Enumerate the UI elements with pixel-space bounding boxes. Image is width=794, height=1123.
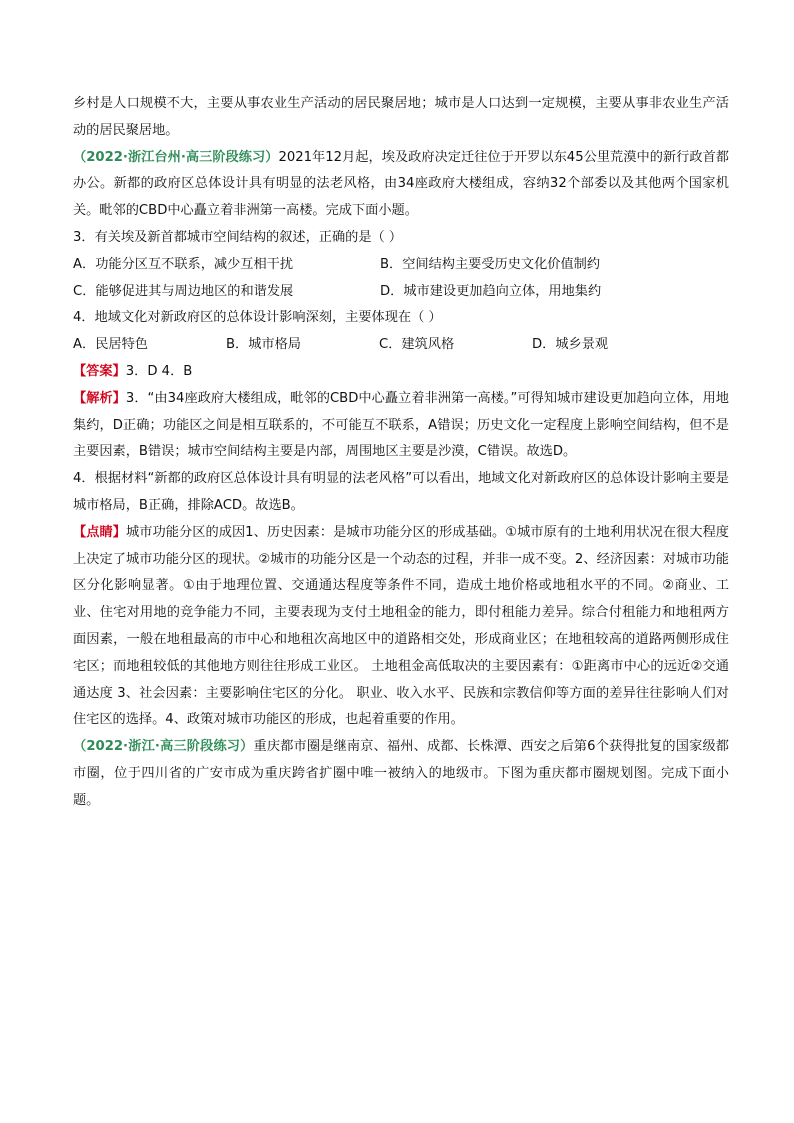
question-group-2-material xyxy=(73,734,729,814)
question-3-options-row-2 xyxy=(73,279,729,306)
tip-tag: 【点睛】 xyxy=(73,524,126,540)
option-3b: B．空间结构主要受历史文化价值制约 xyxy=(380,256,601,272)
analysis-tag: 【解析】 xyxy=(73,390,126,406)
intro-paragraph: 乡村是人口规模不大，主要从事农业生产活动的居民聚居地；城市是人口达到一定规模，主要从事非农业生产活动的居民聚居地。 xyxy=(73,96,729,138)
tip-text: 城市功能分区的成因1、历史因素：是城市功能分区的形成基础。①城市原有的土地利用状况在很大程度上决定了城市功能分区的现状。②城市的功能分区是一个动态的过程，并非一成不变。2、经济因素：对城市功能区分化影响显著。①由于地理位置、交通通达程度等条件不同，造成土地价格或地租水平的不同。②商业、工业、住宅对用地的竞争能力不同，主要表现为支付土地租金的能力，即付租能力差异。综合付租能力和地租两方面因素，一般在地租最高的市中心和地租次高地区中的道路相交处，形成商业区；在地租较高的道路两侧形成住宅区；而地租较低的其他地方则往往形成工业区。 土地租金高低取决的主要因素有：①距离市中心的远近②交通通达度 3、社会因素：主要影响住宅区的分化。 职业、收入水平、民族和宗教信仰等方面的差异往往影响人们对住宅区的选择。4、政策对城市功能区的形成，也起着重要的作用。 xyxy=(73,524,729,728)
question-4-options xyxy=(73,332,729,359)
answer-line xyxy=(73,359,729,386)
option-4a: A．民居特色 xyxy=(73,337,148,353)
option-3a: A．功能分区互不联系，减少互相干扰 xyxy=(73,256,294,272)
answer-text: 3．D 4．B xyxy=(125,363,193,379)
question-group-1-material xyxy=(73,145,729,225)
document-content xyxy=(73,91,729,815)
analysis-4: 4．根据材料“新都的政府区总体设计具有明显的法老风格”可以看出，地域文化对新政府区的总体设计影响主要是城市格局，B正确，排除ACD。故选B。 xyxy=(73,471,729,513)
answer-tag: 【答案】 xyxy=(73,363,126,379)
material-text-2: 重庆都市圈是继南京、福州、成都、长株潭、西安之后第6个获得批复的国家级都市圈，位于四川省的广安市成为重庆跨省扩圈中唯一被纳入的地级市。下图为重庆都市圈规划图。完成下面小题。 xyxy=(73,739,729,808)
source-label: （2022·浙江台州·高三阶段练习） xyxy=(73,149,279,165)
question-3-options-row-1 xyxy=(73,252,729,279)
option-4d: D．城乡景观 xyxy=(532,337,609,353)
question-3-stem: 3．有关埃及新首都城市空间结构的叙述，正确的是（ ） xyxy=(73,229,403,245)
source-label-2: （2022·浙江·高三阶段练习） xyxy=(73,739,254,755)
option-4c: C．建筑风格 xyxy=(379,337,455,353)
option-3d: D．城市建设更加趋向立体，用地集约 xyxy=(380,283,602,299)
analysis-3 xyxy=(73,386,729,466)
analysis-3-text: 3．“由34座政府大楼组成，毗邻的CBD中心矗立着非洲第一高楼。”可得知城市建设更加趋向立体，用地集约，D正确；功能区之间是相互联系的，不可能互不联系，A错误；历史文化一定程度上影响空间结构，但不是主要因素，B错误；城市空间结构主要是内部，周围地区主要是沙漠，C错误。故选D。 xyxy=(73,390,729,460)
option-3c: C．能够促进其与周边地区的和谐发展 xyxy=(73,283,294,299)
option-4b: B．城市格局 xyxy=(226,337,301,353)
material-text: 2021年12月起，埃及政府决定迁往位于开罗以东45公里荒漠中的新行政首都办公。新都的政府区总体设计具有明显的法老风格，由34座政府大楼组成，容纳32个部委以及其他两个国家机关。毗邻的CBD中心矗立着非洲第一高楼。完成下面小题。 xyxy=(73,149,729,219)
tip-paragraph xyxy=(73,520,729,734)
question-4-stem: 4．地域文化对新政府区的总体设计影响深刻，主要体现在（ ） xyxy=(73,310,442,326)
